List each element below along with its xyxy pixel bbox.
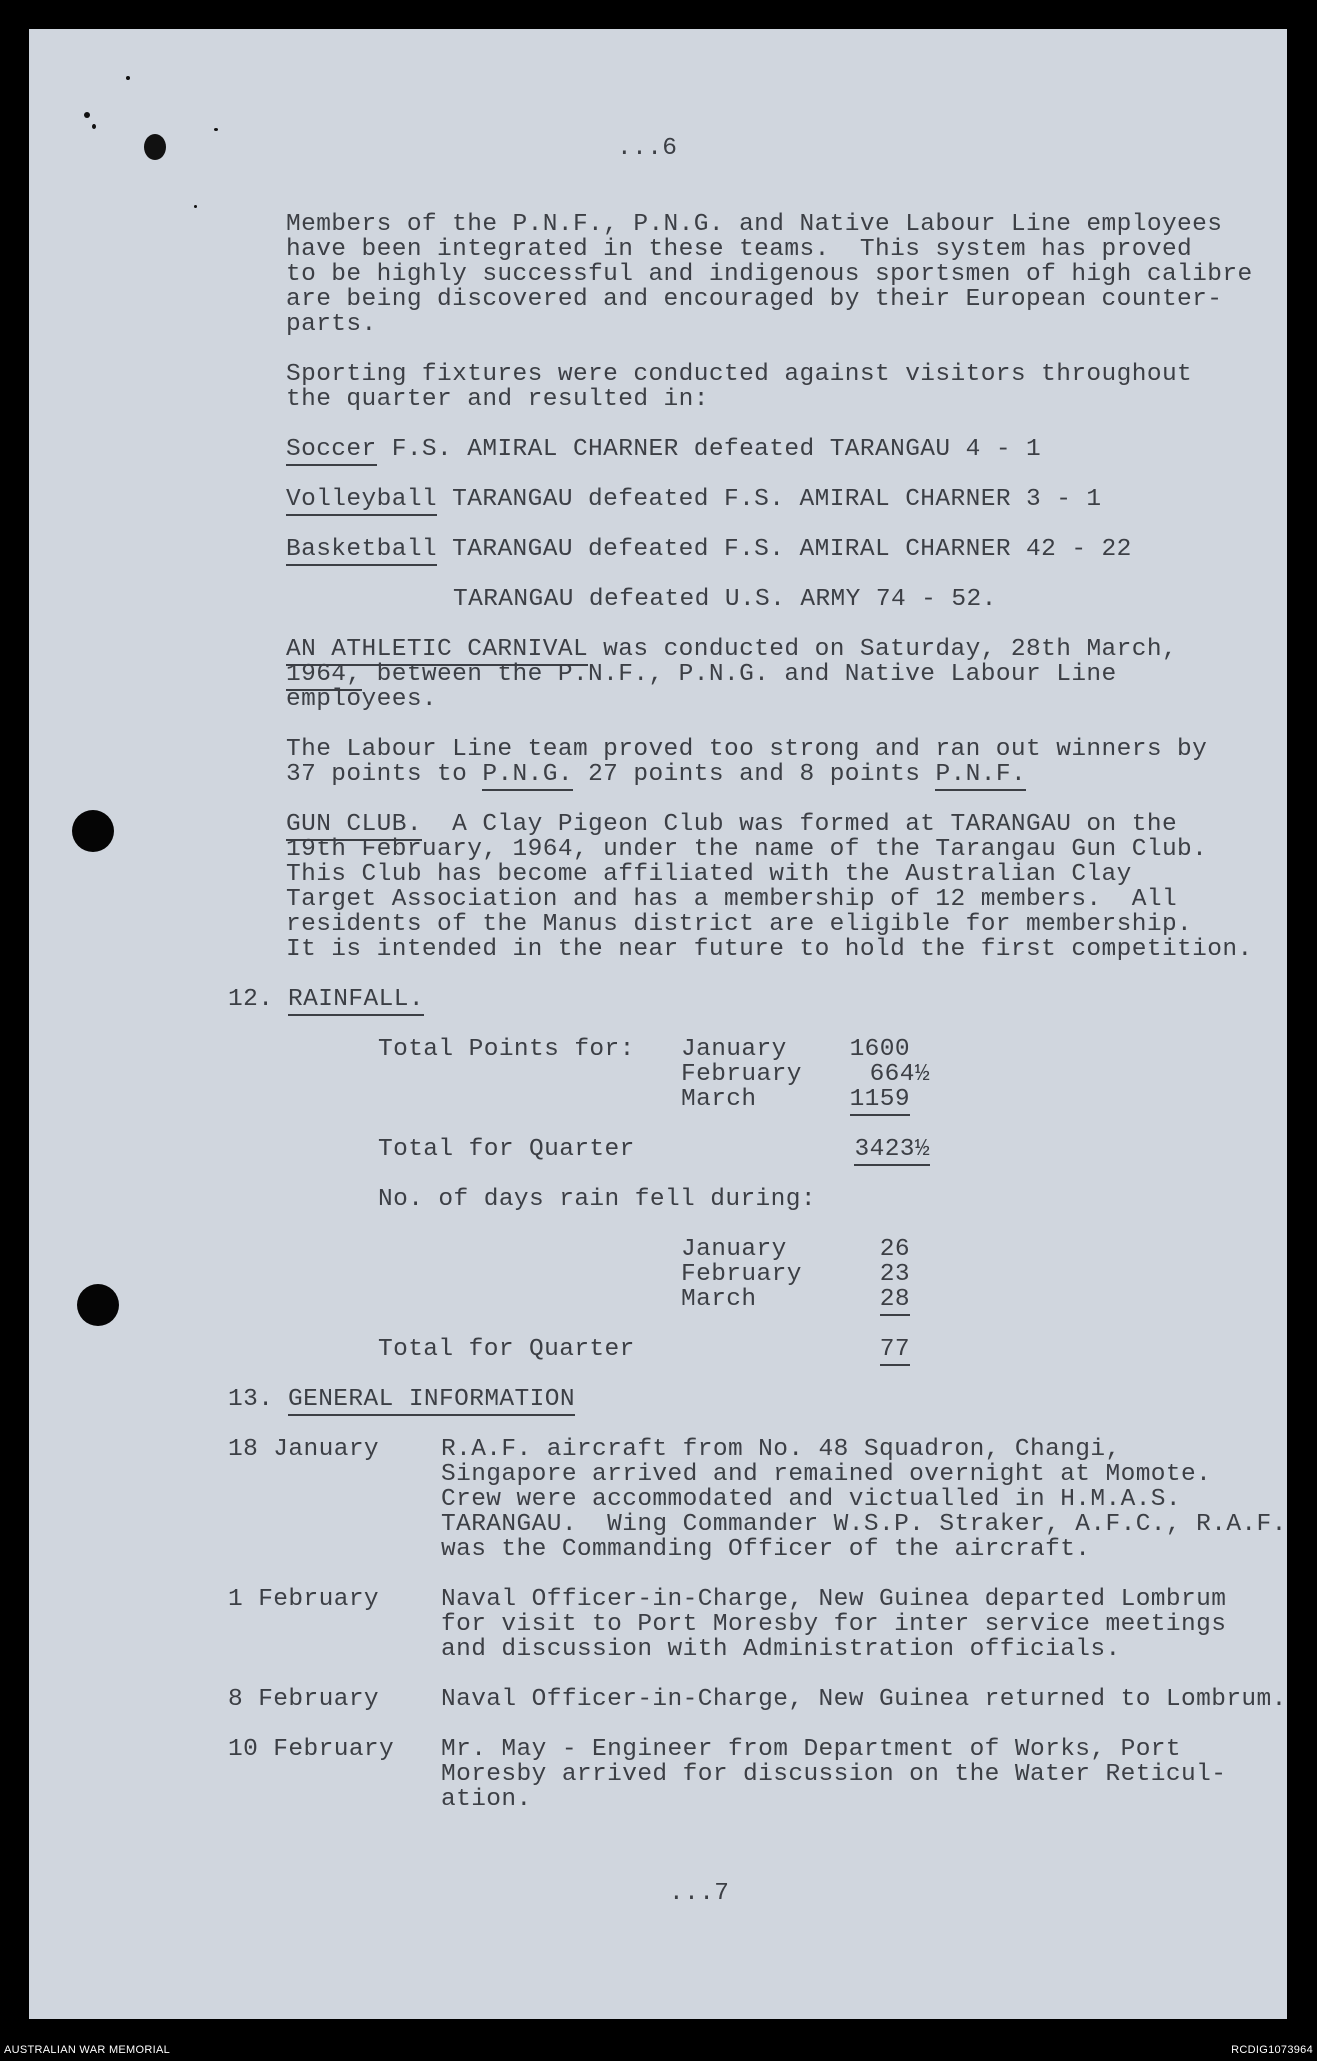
- document-page: [29, 29, 1287, 2019]
- rainfall-points-label: Total Points for:: [378, 1036, 635, 1063]
- rain-days-month: January: [681, 1236, 787, 1263]
- rainfall-value: 1600: [849, 1036, 910, 1063]
- paragraph-line: have been integrated in these teams. This system has proved: [286, 236, 1193, 263]
- paragraph-line: the quarter and resulted in:: [286, 386, 709, 413]
- paragraph-line: are being discovered and encouraged by their European counter-: [286, 286, 1223, 313]
- sport-label: Basketball: [286, 536, 437, 566]
- paragraph-line: Sporting fixtures were conducted against visitors throughout: [286, 361, 1193, 388]
- rain-days-value: 26: [879, 1236, 910, 1263]
- paragraph-line: 19th February, 1964, under the name of the Tarangau Gun Club.: [286, 836, 1208, 863]
- rain-days-label: No. of days rain fell during:: [378, 1186, 816, 1213]
- paragraph-line: It is intended in the near future to hold the first competition.: [286, 936, 1253, 963]
- entry-line: TARANGAU. Wing Commander W.S.P. Straker, A.F.C., R.A.F.: [441, 1511, 1287, 1538]
- section-heading-general: GENERAL INFORMATION: [288, 1387, 575, 1412]
- rain-days-quarter-value: 77: [830, 1337, 910, 1362]
- paragraph-line: The Labour Line team proved too strong and ran out winners by: [286, 736, 1208, 763]
- ink-speck: [92, 124, 96, 129]
- entry-date: 10 February: [228, 1736, 395, 1763]
- paragraph-line: Members of the P.N.F., P.N.G. and Native Labour Line employees: [286, 211, 1223, 238]
- sport-label: Soccer: [286, 436, 377, 466]
- punch-hole-bottom: [77, 1284, 119, 1326]
- ink-blot: [144, 134, 166, 160]
- entry-line: ation.: [441, 1786, 532, 1813]
- athletic-line-3: employees.: [286, 686, 438, 713]
- rainfall-month: January: [681, 1036, 787, 1063]
- entry-line: Crew were accommodated and victualled in H.M.A.S.: [441, 1486, 1182, 1513]
- rain-days-value: 28: [830, 1287, 910, 1312]
- athletic-line-1: AN ATHLETIC CARNIVAL was conducted on Saturday, 28th March,: [286, 637, 1177, 662]
- entry-line: for visit to Port Moresby for inter service meetings: [441, 1611, 1227, 1638]
- entry-line: Singapore arrived and remained overnight at Momote.: [441, 1461, 1212, 1488]
- entry-line: R.A.F. aircraft from No. 48 Squadron, Changi,: [441, 1436, 1121, 1463]
- entry-date: 18 January: [228, 1436, 380, 1463]
- entry-line: Mr. May - Engineer from Department of Works, Port: [441, 1736, 1182, 1763]
- ink-speck: [84, 112, 90, 118]
- rainfall-month: March: [681, 1086, 757, 1113]
- rainfall-value: 664½: [869, 1061, 930, 1088]
- entry-date: 8 February: [228, 1686, 380, 1713]
- paragraph-line: residents of the Manus district are eligible for membership.: [286, 911, 1193, 938]
- punch-hole-top: [72, 810, 114, 852]
- gun-club-line-1: GUN CLUB. A Clay Pigeon Club was formed at TARANGAU on the: [286, 812, 1177, 837]
- rain-days-value: 23: [879, 1261, 910, 1288]
- fixture-result: TARANGAU defeated F.S. AMIRAL CHARNER 3 - 1: [437, 486, 1102, 513]
- entry-line: Naval Officer-in-Charge, New Guinea returned to Lombrum.: [441, 1686, 1287, 1713]
- athletic-line-2: 1964, between the P.N.F., P.N.G. and Native Labour Line: [286, 662, 1117, 687]
- paragraph-line: Target Association and has a membership of 12 members. All: [286, 886, 1178, 913]
- section-heading-gun-club: GUN CLUB.: [286, 811, 422, 841]
- archive-id: RCDIG1073964: [1231, 2044, 1313, 2056]
- fixture-soccer: [286, 437, 1041, 462]
- section-number: 13.: [228, 1386, 274, 1413]
- fixture-result: F.S. AMIRAL CHARNER defeated TARANGAU 4 - 1: [376, 436, 1042, 463]
- paragraph-line: 37 points to P.N.G. 27 points and 8 points P.N.F.: [286, 762, 1026, 787]
- ink-speck: [126, 76, 130, 80]
- sport-label: Volleyball: [286, 486, 437, 516]
- entry-date: 1 February: [228, 1586, 380, 1613]
- fixture-basketball: [286, 537, 1132, 562]
- entry-line: and discussion with Administration officials.: [441, 1636, 1121, 1663]
- archive-credit: AUSTRALIAN WAR MEMORIAL: [4, 2044, 171, 2056]
- entry-line: Moresby arrived for discussion on the Water Reticul-: [441, 1761, 1227, 1788]
- rainfall-month: February: [681, 1061, 802, 1088]
- section-heading-rainfall: RAINFALL.: [288, 987, 424, 1012]
- ink-speck: [194, 205, 197, 208]
- rain-days-quarter-label: Total for Quarter: [378, 1336, 635, 1363]
- fixture-volleyball: [286, 487, 1102, 512]
- entry-line: Naval Officer-in-Charge, New Guinea departed Lombrum: [441, 1586, 1227, 1613]
- section-number: 12.: [228, 986, 274, 1013]
- rainfall-quarter-label: Total for Quarter: [378, 1136, 635, 1163]
- page-marker: ...6: [617, 135, 678, 162]
- entry-line: was the Commanding Officer of the aircraft.: [441, 1536, 1091, 1563]
- paragraph-line: parts.: [286, 311, 377, 338]
- rain-days-month: March: [681, 1286, 757, 1313]
- fixture-result: TARANGAU defeated F.S. AMIRAL CHARNER 42 - 22: [437, 536, 1132, 563]
- next-page-marker: ...7: [669, 1880, 730, 1907]
- rainfall-quarter-value: 3423½: [830, 1137, 930, 1162]
- paragraph-line: to be highly successful and indigenous sportsmen of high calibre: [286, 261, 1253, 288]
- ink-speck: [214, 128, 218, 131]
- paragraph-line: This Club has become affiliated with the Australian Clay: [286, 861, 1132, 888]
- section-heading-athletic: AN ATHLETIC CARNIVAL: [286, 636, 588, 666]
- rainfall-value: 1159: [830, 1087, 910, 1112]
- rain-days-month: February: [681, 1261, 802, 1288]
- fixture-basketball-2: TARANGAU defeated U.S. ARMY 74 - 52.: [453, 586, 997, 613]
